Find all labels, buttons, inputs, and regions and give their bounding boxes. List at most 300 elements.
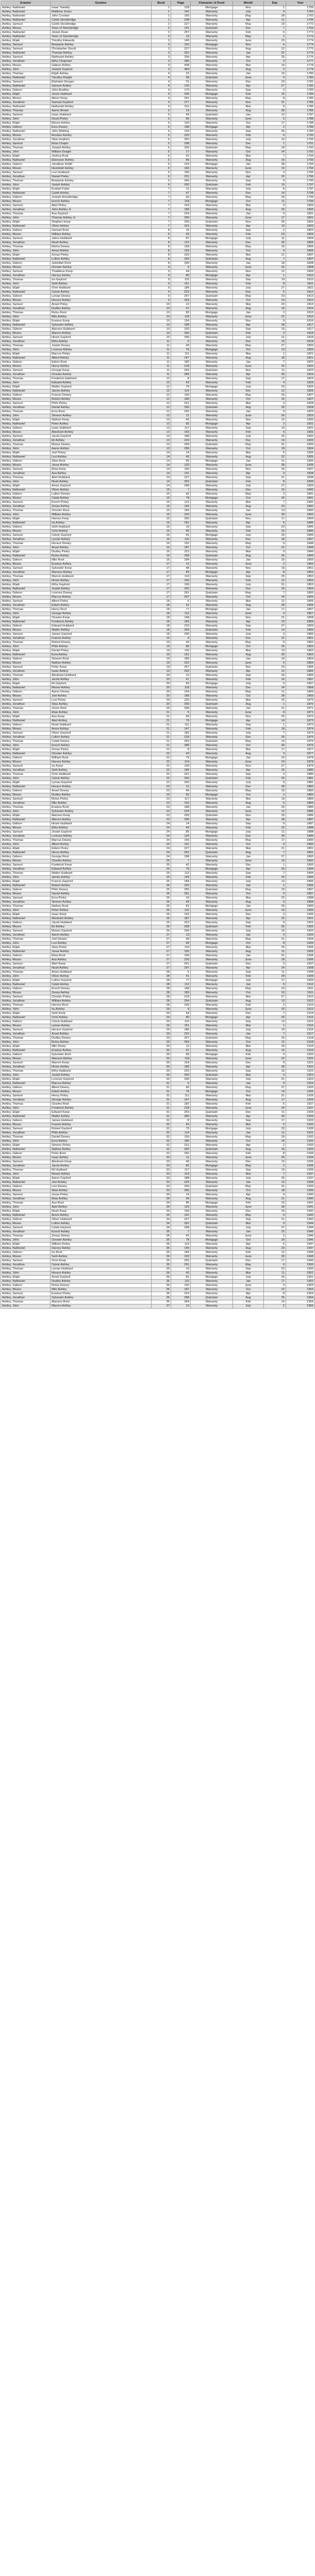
cell-grantor: Ashley, Jonathan [1,208,51,212]
cell-month: Sep [233,179,264,183]
cell-book: 6 [152,175,171,179]
cell-month: Nov [233,369,264,373]
cell-day: 7 [264,258,286,262]
cell-character-of-deed: Mortgage [191,645,233,649]
column-header-book: Book [152,1,171,6]
cell-grantor: Ashley, Moses [1,563,51,567]
cell-month: July [233,1177,264,1181]
cell-grantor: Ashley, Thomas [1,1136,51,1140]
table-row [1,884,315,888]
cell-year: 1876 [286,744,315,748]
cell-book: 14 [152,484,171,488]
cell-month: May [233,740,264,744]
cell-month: Oct [233,843,264,847]
cell-grantee: William Pixley [51,1243,152,1247]
cell-character-of-deed: Warranty [191,752,233,756]
cell-day: 25 [264,806,286,810]
cell-month: Feb [233,480,264,484]
cell-day: 13 [264,509,286,513]
cell-grantor: Ashley, Nathaniel [1,1049,51,1053]
cell-month: July [233,1304,264,1309]
cell-grantor: Ashley, Nathaniel [1,10,51,14]
cell-page: 294 [171,1300,191,1304]
cell-year: 1790 [286,134,315,138]
cell-grantor: Ashley, Thomas [1,311,51,315]
cell-grantor: Ashley, Nathaniel [1,851,51,855]
cell-year: 1830 [286,418,315,422]
cell-year: 1800 [286,208,315,212]
cell-page: 149 [171,505,191,509]
cell-month: May [233,1136,264,1140]
cell-grantor: Ashley, Gideon [1,361,51,365]
cell-grantor: Ashley, Samuel [1,1226,51,1230]
cell-month: Dec [233,913,264,917]
cell-page: 122 [171,241,191,245]
cell-year: 1813 [286,299,315,303]
cell-year: 1877 [286,752,315,756]
cell-page: 256 [171,777,191,781]
table-row [1,1045,315,1049]
table-row [1,1144,315,1148]
cell-month: Dec [233,1259,264,1263]
cell-day: 25 [264,1296,286,1300]
cell-month: Feb [233,1201,264,1206]
cell-grantee: Henry Ashley [51,365,152,369]
cell-book: 12 [152,385,171,389]
cell-book: 1 [152,19,171,23]
cell-month: Dec [233,389,264,394]
table-row [1,587,315,591]
cell-grantor: Ashley, Moses [1,958,51,962]
cell-month: June [233,612,264,616]
table-row [1,307,315,311]
cell-page: 79 [171,385,191,389]
table-row [1,925,315,929]
cell-month: Aug [233,455,264,460]
cell-page: 117 [171,1168,191,1173]
cell-day: 31 [264,954,286,958]
table-row [1,1214,315,1218]
cell-page: 78 [171,868,191,872]
deed-index-table-container [1,1,314,1309]
cell-day: 18 [264,727,286,732]
cell-year: 1833 [286,439,315,443]
cell-character-of-deed: Warranty [191,1177,233,1181]
cell-character-of-deed: Warranty [191,798,233,802]
cell-day: 17 [264,979,286,983]
cell-character-of-deed: Warranty [191,839,233,843]
table-row [1,253,315,258]
cell-year: 1950 [286,1267,315,1272]
cell-character-of-deed: Warranty [191,1304,233,1309]
cell-book: 16 [152,542,171,546]
cell-page: 291 [171,521,191,526]
cell-month: Oct [233,645,264,649]
cell-character-of-deed: Warranty [191,105,233,109]
cell-grantee: Luther Dewey [51,493,152,497]
cell-year: 1781 [286,80,315,84]
cell-year: 1803 [286,225,315,229]
cell-page: 297 [171,596,191,600]
cell-year: 1875 [286,736,315,740]
cell-day: 28 [264,785,286,789]
cell-page: 225 [171,699,191,703]
cell-grantor: Ashley, Thomas [1,245,51,249]
cell-page: 259 [171,814,191,818]
cell-year: 1916 [286,1024,315,1028]
cell-page: 117 [171,798,191,802]
cell-grantor: Ashley, Jonathan [1,406,51,410]
cell-year: 1942 [286,1210,315,1214]
cell-book: 23 [152,818,171,822]
header-row [1,1,315,6]
cell-year: 1904 [286,938,315,942]
cell-day: 22 [264,917,286,921]
cell-character-of-deed: Mortgage [191,274,233,278]
cell-grantee: Sylvester Keep [51,567,152,571]
cell-year: 1952 [286,1280,315,1284]
cell-grantee: Nathaniel Ashley [51,105,152,109]
cell-page: 158 [171,126,191,130]
cell-day: 8 [264,188,286,192]
cell-month: July [233,781,264,785]
cell-character-of-deed: Mortgage [191,1164,233,1168]
cell-month: May [233,987,264,991]
table-row [1,979,315,983]
cell-month: May [233,394,264,398]
cell-page: 87 [171,237,191,241]
cell-grantee: William Dwight [51,150,152,155]
cell-grantee: Jonathan Smith [51,163,152,167]
cell-grantor: Ashley, Samuel [1,204,51,208]
cell-character-of-deed: Warranty [191,1255,233,1259]
table-row [1,1185,315,1189]
cell-month: July [233,286,264,291]
cell-month: Aug [233,752,264,756]
cell-book: 33 [152,1168,171,1173]
cell-month: Aug [233,1247,264,1251]
cell-page: 153 [171,431,191,435]
cell-grantor: Ashley, Samuel [1,1292,51,1296]
cell-page: 78 [171,497,191,501]
cell-month: Sep [233,1168,264,1173]
cell-day: 26 [264,645,286,649]
table-row [1,258,315,262]
cell-day: 10 [264,760,286,765]
cell-book: 32 [152,1123,171,1127]
cell-day: 10 [264,167,286,171]
cell-month: Sep [233,278,264,282]
cell-year: 1801 [286,212,315,216]
cell-day: 31 [264,1185,286,1189]
cell-year: 1840 [286,488,315,493]
cell-year: 1807 [286,258,315,262]
cell-day: 5 [264,117,286,122]
cell-grantee: Horace Gaylord [51,1028,152,1032]
cell-day: 30 [264,241,286,245]
table-row [1,1024,315,1028]
cell-grantee: Erastus Ashley [51,563,152,567]
cell-grantor: Ashley, Jonathan [1,101,51,105]
cell-month: Dec [233,785,264,789]
cell-day: 11 [264,19,286,23]
cell-book: 28 [152,979,171,983]
cell-book: 27 [152,934,171,938]
cell-month: May [233,1164,264,1168]
cell-grantor: Ashley, Elijah [1,319,51,324]
cell-grantee: Silas Ashley [51,1189,152,1193]
cell-character-of-deed: Mortgage [191,1090,233,1094]
cell-day: 9 [264,1222,286,1226]
cell-character-of-deed: Warranty [191,1024,233,1028]
table-row [1,810,315,814]
cell-grantor: Ashley, Jonathan [1,736,51,740]
cell-year: 1896 [286,884,315,888]
cell-page: 82 [171,1164,191,1168]
cell-year: 1814 [286,307,315,311]
cell-month: June [233,414,264,418]
cell-year: 1944 [286,1222,315,1226]
cell-day: 23 [264,756,286,760]
cell-book: 29 [152,1024,171,1028]
cell-day: 25 [264,715,286,719]
cell-grantor: Ashley, Thomas [1,212,51,216]
cell-month: Nov [233,517,264,521]
cell-grantor: Ashley, Jonathan [1,1263,51,1267]
cell-day: 15 [264,558,286,563]
cell-grantor: Ashley, Samuel [1,369,51,373]
cell-grantor: Ashley, Thomas [1,72,51,76]
cell-month: Feb [233,1103,264,1107]
cell-grantee: Luther Ashley [51,736,152,740]
cell-page: 111 [171,723,191,727]
cell-grantee: Thomas Ashley Jr. [51,216,152,221]
cell-grantee: Daniel Pixley [51,175,152,179]
cell-month: Nov [233,43,264,47]
cell-month: Aug [233,999,264,1004]
cell-grantee: Marcus Dewey [51,839,152,843]
column-header-grantor: Grantor [1,1,51,6]
cell-year: 1773 [286,31,315,35]
table-row [1,31,315,35]
cell-grantor: Ashley, Gideon [1,1185,51,1189]
cell-year: 1881 [286,781,315,785]
cell-grantor: Ashley, Elijah [1,418,51,422]
cell-month: Feb [233,332,264,336]
cell-page: 9 [171,266,191,270]
cell-grantor: Ashley, John [1,1074,51,1078]
cell-character-of-deed: Warranty [191,303,233,307]
cell-page: 220 [171,884,191,888]
cell-page: 44 [171,641,191,645]
cell-page: 133 [171,84,191,89]
table-row [1,526,315,530]
cell-grantee: Ansel Pixley [51,303,152,307]
table-row [1,1103,315,1107]
cell-month: Apr [233,620,264,624]
cell-grantor: Ashley, Samuel [1,1259,51,1263]
cell-year: 1774 [286,43,315,47]
cell-grantor: Ashley, Samuel [1,1094,51,1098]
cell-year: 1825 [286,385,315,389]
cell-character-of-deed: Warranty [191,1082,233,1086]
table-row [1,934,315,938]
cell-year: 1839 [286,480,315,484]
cell-month: Aug [233,1197,264,1201]
cell-character-of-deed: Quitclaim [191,332,233,336]
table-row [1,740,315,744]
cell-character-of-deed: Warranty [191,1234,233,1239]
cell-grantor: Ashley, Thomas [1,608,51,612]
cell-grantee: Ira Ashley [51,521,152,526]
cell-grantee: Enoch Dewey [51,987,152,991]
cell-grantee: Philo Pixley [51,402,152,406]
cell-book: 14 [152,468,171,472]
cell-day: 2 [264,422,286,427]
cell-day: 16 [264,678,286,682]
cell-character-of-deed: Warranty [191,1247,233,1251]
cell-page: 257 [171,1037,191,1041]
cell-day: 6 [264,521,286,526]
cell-page: 295 [171,221,191,225]
cell-grantor: Ashley, John [1,447,51,451]
cell-day: 21 [264,253,286,258]
cell-month: Mar [233,204,264,208]
cell-book: 24 [152,826,171,831]
cell-month: Mar [233,1123,264,1127]
cell-grantor: Ashley, John [1,315,51,319]
cell-page: 188 [171,806,191,810]
cell-grantee: Amos Ashley [51,1214,152,1218]
table-row [1,451,315,455]
cell-character-of-deed: Warranty [191,1214,233,1218]
cell-book: 2 [152,31,171,35]
cell-character-of-deed: Warranty [191,765,233,769]
cell-book: 20 [152,707,171,711]
cell-grantee: Simeon Ashley [51,901,152,905]
cell-month: Nov [233,101,264,105]
cell-book: 28 [152,987,171,991]
cell-day: 4 [264,249,286,253]
cell-grantee: Warren Ashley [51,332,152,336]
table-row [1,554,315,558]
cell-page: 14 [171,822,191,826]
cell-year: 1871 [286,707,315,711]
cell-character-of-deed: Warranty [191,662,233,666]
cell-month: Aug [233,208,264,212]
cell-grantee: Rufus Pixley [51,798,152,802]
cell-month: Apr [233,769,264,773]
cell-grantee: Philo Ashley [51,1131,152,1136]
cell-month: Feb [233,826,264,831]
table-row [1,299,315,303]
cell-page: 12 [171,674,191,678]
cell-day: 3 [264,1074,286,1078]
cell-grantee: Calvin Gaylord [51,534,152,538]
cell-month: Jan [233,311,264,315]
cell-book: 15 [152,509,171,513]
cell-book: 25 [152,884,171,888]
table-row [1,460,315,464]
cell-character-of-deed: Warranty [191,1272,233,1276]
cell-grantor: Ashley, Thomas [1,740,51,744]
cell-book: 5 [152,113,171,117]
cell-book: 22 [152,769,171,773]
cell-day: 13 [264,1160,286,1164]
cell-month: Apr [233,917,264,921]
cell-grantor: Ashley, Samuel [1,303,51,307]
cell-day: 4 [264,1053,286,1057]
cell-page: 14 [171,1193,191,1197]
cell-book: 29 [152,1016,171,1020]
table-row [1,501,315,505]
cell-book: 34 [152,1226,171,1230]
cell-year: 1936 [286,1168,315,1173]
cell-grantee: John Bradley [51,89,152,93]
cell-grantee: Dudley Pixley [51,550,152,554]
table-row [1,1284,315,1288]
cell-character-of-deed: Warranty [191,1218,233,1222]
cell-month: June [233,365,264,369]
cell-book: 7 [152,225,171,229]
cell-page: 185 [171,398,191,402]
cell-month: Mar [233,896,264,901]
cell-month: Dec [233,962,264,967]
cell-page: 223 [171,550,191,554]
cell-grantor: Ashley, Jonathan [1,538,51,542]
table-row [1,1012,315,1016]
cell-year: 1852 [286,575,315,579]
cell-month: Mar [233,1272,264,1276]
cell-book: 22 [152,748,171,752]
cell-grantee: Silas Hopkins [51,138,152,142]
cell-day: 29 [264,534,286,538]
cell-page: 334 [171,56,191,60]
cell-year: 1825 [286,381,315,385]
cell-year: 1905 [286,950,315,954]
table-row [1,373,315,377]
cell-page: 294 [171,929,191,934]
cell-month: Mar [233,303,264,307]
cell-day: 24 [264,596,286,600]
cell-character-of-deed: Warranty [191,546,233,550]
cell-grantee: Nathaniel Ashley [51,56,152,60]
cell-month: Apr [233,1292,264,1296]
cell-grantee: Robert Gaylord [51,1127,152,1131]
cell-page: 254 [171,999,191,1004]
cell-page: 153 [171,204,191,208]
cell-character-of-deed: Warranty [191,253,233,258]
cell-year: 1841 [286,493,315,497]
cell-grantee: Nathan Ashley [51,662,152,666]
cell-grantee: Caleb Stockbridge [51,23,152,27]
table-row [1,954,315,958]
cell-year: 1872 [286,715,315,719]
table-row [1,1304,315,1309]
cell-day: 1 [264,884,286,888]
cell-grantee: Calvin Ashley [51,777,152,781]
table-row [1,315,315,319]
cell-month: Mar [233,451,264,455]
cell-grantor: Ashley, Nathaniel [1,620,51,624]
cell-month: May [233,1263,264,1267]
cell-year: 1810 [286,274,315,278]
cell-book: 8 [152,253,171,258]
cell-month: Jan [233,657,264,662]
table-row [1,616,315,620]
cell-page: 148 [171,987,191,991]
cell-page: 186 [171,1028,191,1032]
